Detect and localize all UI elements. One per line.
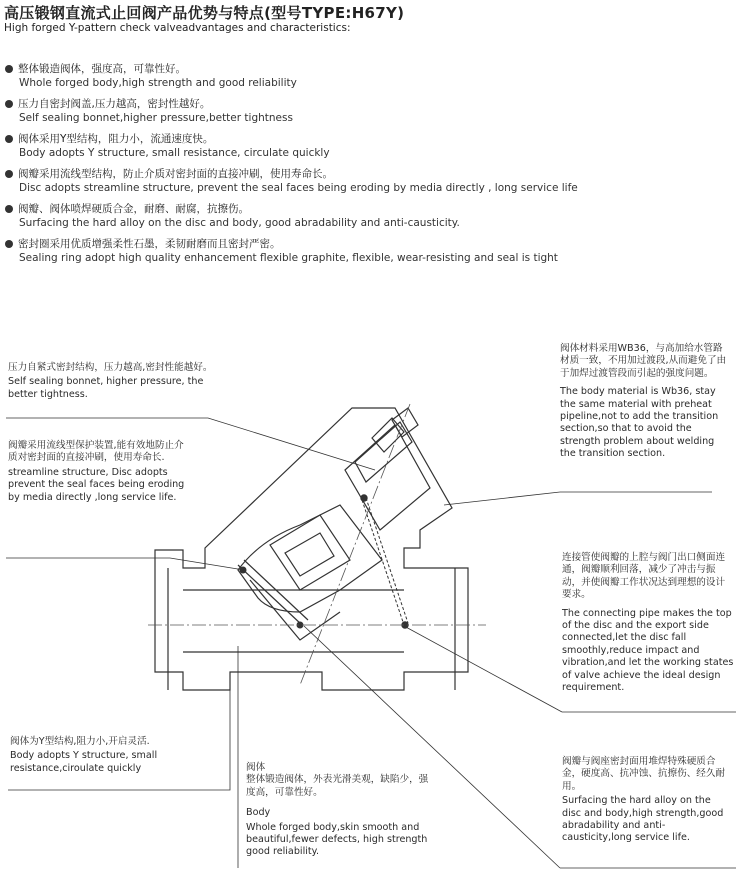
callout-en: The body material is Wb36, stay the same material with preheat pipeline,not to add the transition section,so that to avoid the strength problem about welding the transition section. [560, 386, 719, 460]
callout-cn: 阀瓣采用流线型保护装置,能有效地防止介质对密封面的直接冲刷，使用寿命长. [8, 440, 184, 464]
callout-hard-alloy [562, 756, 732, 845]
feature-en: Whole forged body,high strength and good reliability [19, 77, 297, 89]
callout-cn: 连接管使阀瓣的上腔与阀门出口侧面连通，阀瓣顺利回落，减少了冲击与振动，并使阀瓣工作状况达到理想的设计要求。 [562, 552, 726, 601]
callout-cn: 阀体为Y型结构,阻力小,开启灵活. [10, 736, 150, 747]
feature-cn: 阀瓣、阀体喷焊硬质合金，耐磨、耐腐，抗擦伤。 [18, 203, 249, 215]
callout-cn: 阀体材料采用WB36，与高加给水管路材质一致，不用加过渡段,从而避免了由于加焊过渡管段而引起的强度问题。 [560, 343, 727, 379]
callout-cn: 阀瓣与阀座密封面用堆焊特殊硬质合金，硬度高、抗冲蚀、抗擦伤、经久耐用。 [562, 756, 726, 792]
feature-cn: 压力自密封阀盖,压力越高，密封性越好。 [18, 98, 211, 110]
callout-connecting-pipe [562, 552, 734, 694]
feature-en: Body adopts Y structure, small resistance, circulate quickly [19, 147, 330, 159]
feature-cn: 阀瓣采用流线型结构，防止介质对密封面的直接冲刷，使用寿命长。 [18, 168, 333, 180]
feature-cn: 整体锻造阀体，强度高，可靠性好。 [18, 63, 186, 75]
callout-en-head: Body [246, 807, 271, 819]
callout-en: Body adopts Y structure, small resistance,ciroulate quickly [10, 750, 158, 774]
feature-cn: 阀体采用Y型结构，阻力小，流通速度快。 [18, 133, 214, 145]
callout-cn: 压力自紧式密封结构，压力越高,密封性能越好。 [8, 362, 213, 373]
feature-en: Self sealing bonnet,higher pressure,better tightness [19, 112, 293, 124]
callout-en: Self sealing bonnet, higher pressure, the better tightness. [8, 376, 204, 400]
feature-en: Surfacing the hard alloy on the disc and body, good abradability and anti-causticity. [19, 217, 460, 229]
callout-en: streamline structure, Disc adopts prevent the seal faces being eroding by media directly ,long service life. [8, 466, 185, 503]
callout-material [560, 343, 732, 461]
callout-en: Whole forged body,skin smooth and beautiful,fewer defects, high strength good reliability. [246, 821, 428, 858]
callout-en: Surfacing the hard alloy on the disc and body,high strength,good abradability and anti-causticity,long service life. [562, 795, 724, 844]
callout-y-structure [10, 736, 210, 775]
feature-cn: 密封圈采用优质增强柔性石墨，柔韧耐磨而且密封严密。 [18, 238, 281, 250]
page-subtitle: High forged Y-pattern check valveadvantages and characteristics: [4, 22, 351, 34]
feature-en: Disc adopts streamline structure, prevent the seal faces being eroding by media directly , long service life [19, 182, 578, 194]
callout-cn: 整体锻造阀体，外表光滑美观，缺陷少，强度高，可靠性好。 [246, 774, 429, 798]
callout-body [246, 762, 436, 859]
callout-cn-head: 阀体 [246, 762, 266, 773]
callout-streamline [8, 440, 193, 504]
callout-bonnet [8, 362, 218, 401]
callout-en: The connecting pipe makes the top of the disc and the export side connected,let the disc fall smoothly,reduce impact and vibration,and let the working states of valve achieve the ideal design requirement. [562, 607, 734, 694]
feature-en: Sealing ring adopt high quality enhancement flexible graphite, flexible, wear-resisting and seal is tight [19, 252, 558, 264]
page-title: 高压锻钢直流式止回阀产品优势与特点(型号TYPE:H67Y) [4, 4, 405, 22]
